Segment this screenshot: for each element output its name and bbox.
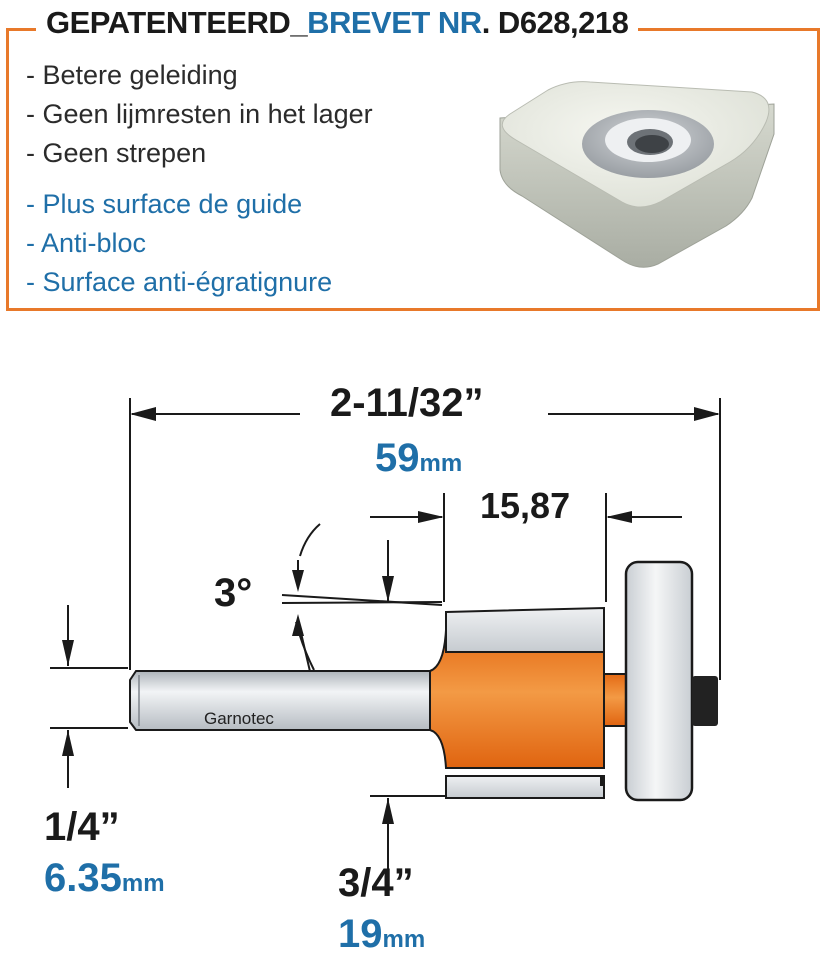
spindle <box>604 674 628 726</box>
feature-item: - Geen lijmresten in het lager <box>26 99 373 129</box>
guide-bearing <box>626 562 692 800</box>
brand-label: Garnotec <box>204 709 274 728</box>
cutter-diameter-mm <box>338 914 425 954</box>
cutter-diameter-unit: mm <box>382 926 426 953</box>
features-french <box>26 185 332 302</box>
shank-diameter-inch: 1/4” <box>44 805 120 849</box>
angle-label: 3° <box>214 571 253 615</box>
feature-item: - Anti-bloc <box>26 228 147 258</box>
feature-item: - Betere geleiding <box>26 60 238 90</box>
patent-number: . D628,218 <box>481 5 629 40</box>
feature-item: - Geen strepen <box>26 138 207 168</box>
shank <box>130 671 430 730</box>
overall-length-unit: mm <box>419 450 463 477</box>
brevet-label: BREVET NR <box>307 5 482 40</box>
carbide-blade-bottom <box>446 776 604 798</box>
feature-item: - Surface anti-égratignure <box>26 267 333 297</box>
cutter-diameter-inch: 3/4” <box>338 861 414 905</box>
patent-title <box>36 2 638 44</box>
overall-length-value: 59 <box>375 436 420 480</box>
shank-diameter-value: 6.35 <box>44 856 122 900</box>
features-dutch <box>26 56 373 173</box>
patent-prefix: GEPATENTEERD_ <box>46 5 308 40</box>
shank-diameter-unit: mm <box>121 870 165 897</box>
feature-item: - Plus surface de guide <box>26 189 303 219</box>
shank-diameter-mm <box>44 858 165 898</box>
retaining-screw <box>692 676 718 726</box>
cutter-diameter-value: 19 <box>338 912 383 956</box>
carbide-blade-top <box>446 608 604 652</box>
cutting-length: 15,87 <box>480 485 571 526</box>
overall-length-mm <box>375 438 462 478</box>
triangular-bearing-illustration <box>494 78 784 278</box>
overall-length-inch: 2-11/32” <box>330 381 484 425</box>
